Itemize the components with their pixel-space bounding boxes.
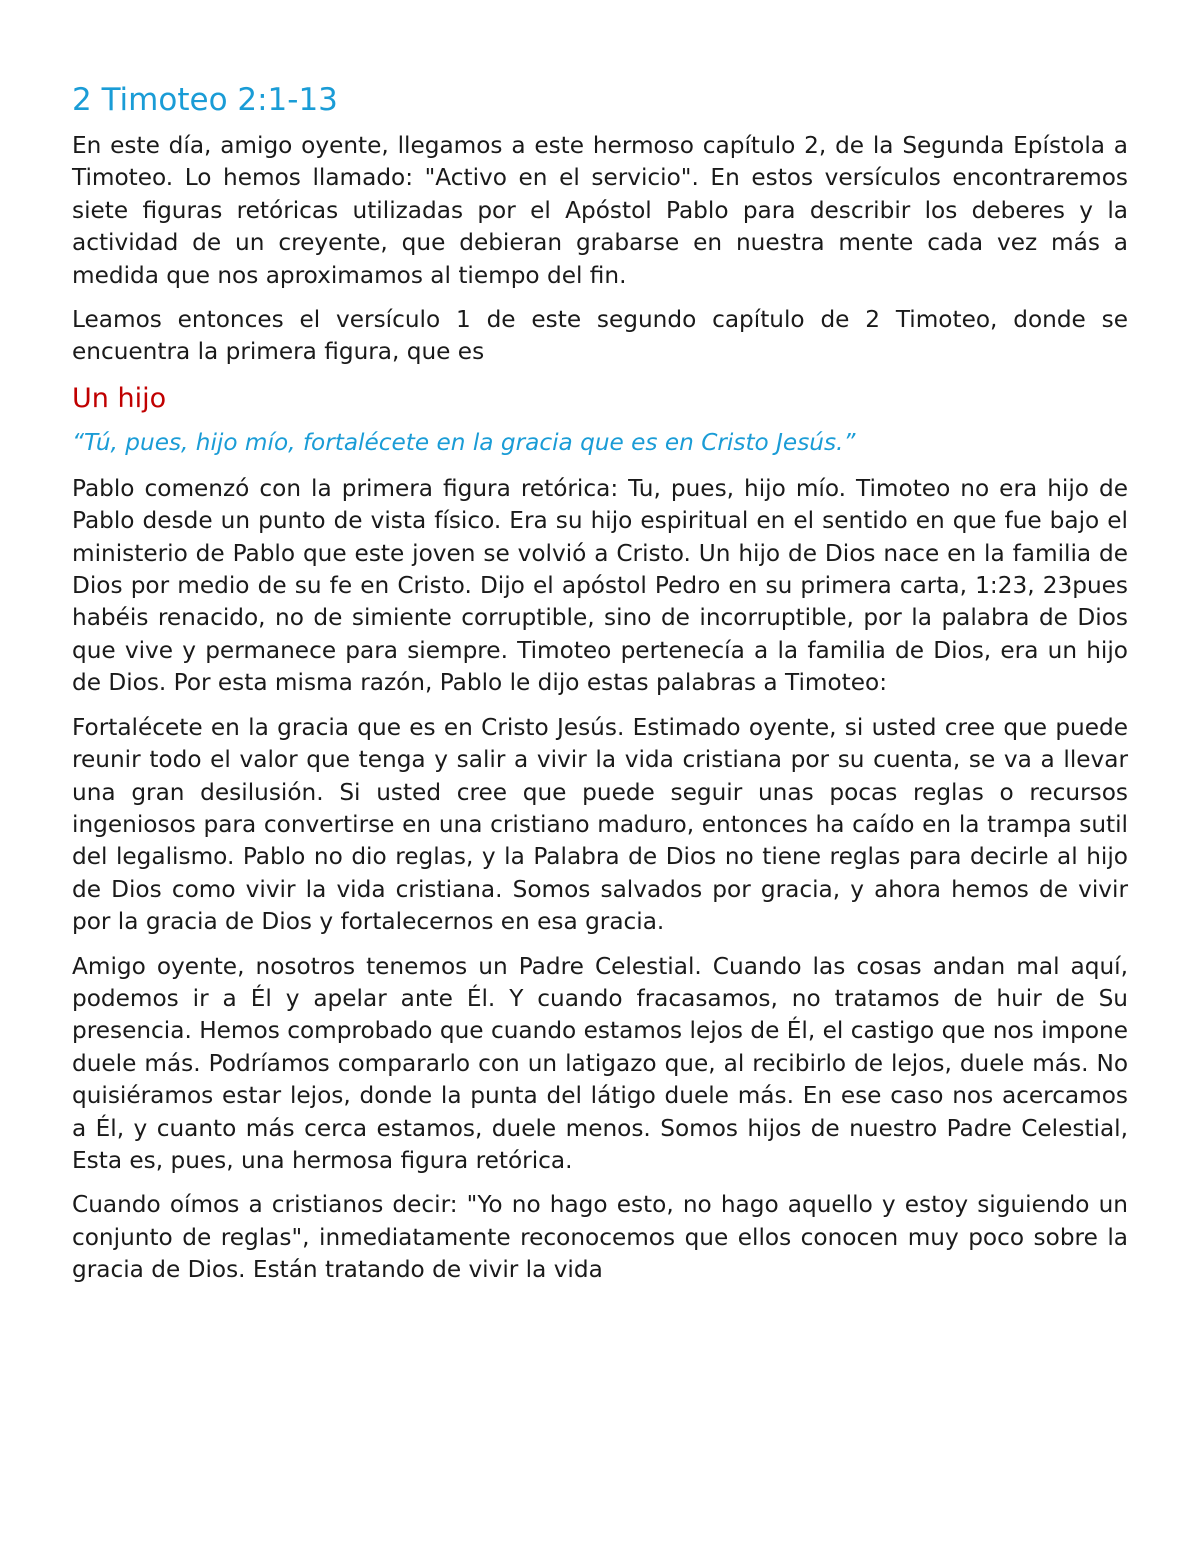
section-heading: Un hijo <box>72 382 167 414</box>
page-title: 2 Timoteo 2:1-13 <box>72 82 338 118</box>
intro-paragraph: Leamos entonces el versículo 1 de este segundo capítulo de 2 Timoteo, donde se encuentra la primera figura, que es <box>72 306 1128 366</box>
body-paragraph: Cuando oímos a cristianos decir: "Yo no hago esto, no hago aquello y estoy siguiendo un conjunto de reglas", inmediatamente reconocemos que ellos conocen muy poco sobre la gracia de Dios. Están tratando de vivir la vida <box>72 1191 1128 1284</box>
body-paragraph: Amigo oyente, nosotros tenemos un Padre Celestial. Cuando las cosas andan mal aquí, podemos ir a Él y apelar ante Él. Y cuando fracasamos, no tratamos de huir de Su presencia. Hemos comprobado que cuando estamos lejos de Él, el castigo que nos impone duele más. Podríamos compararlo con un latigazo que, al recibirlo de lejos, duele más. No quisiéramos estar lejos, donde la punta del látigo duele más. En ese caso nos acercamos a Él, y cuanto más cerca estamos, duele menos. Somos hijos de nuestro Padre Celestial, Esta es, pues, una hermosa figura retórica. <box>72 952 1128 1174</box>
intro-paragraph: En este día, amigo oyente, llegamos a este hermoso capítulo 2, de la Segunda Epístola a Timoteo. Lo hemos llamado: "Activo en el servicio". En estos versículos encontraremos siete figuras retóricas utilizadas por el Apóstol Pablo para describir los deberes y la actividad de un creyente, que debieran grabarse en nuestra mente cada vez más a medida que nos aproximamos al tiempo del fin. <box>72 132 1128 289</box>
body-paragraph: Pablo comenzó con la primera figura retórica: Tu, pues, hijo mío. Timoteo no era hijo de Pablo desde un punto de vista físico. Era su hijo espiritual en el sentido en que fue bajo el ministerio de Pablo que este joven se volvió a Cristo. Un hijo de Dios nace en la familia de Dios por medio de su fe en Cristo. Dijo el apóstol Pedro en su primera carta, 1:23, 23pues habéis renacido, no de simiente corruptible, sino de incorruptible, por la palabra de Dios que vive y permanece para siempre. Timoteo pertenecía a la familia de Dios, era un hijo de Dios. Por esta misma razón, Pablo le dijo estas palabras a Timoteo: <box>72 474 1128 697</box>
verse-quote: “Tú, pues, hijo mío, fortalécete en la gracia que es en Cristo Jesús.” <box>72 428 856 456</box>
document-page <box>72 80 1128 1299</box>
body-paragraph: Fortalécete en la gracia que es en Cristo Jesús. Estimado oyente, si usted cree que puede reunir todo el valor que tenga y salir a vivir la vida cristiana por su cuenta, se va a llevar una gran desilusión. Si usted cree que puede seguir unas pocas reglas o recursos ingeniosos para convertirse en una cristiano maduro, entonces ha caído en la trampa sutil del legalismo. Pablo no dio reglas, y la Palabra de Dios no tiene reglas para decirle al hijo de Dios como vivir la vida cristiana. Somos salvados por gracia, y ahora hemos de vivir por la gracia de Dios y fortalecernos en esa gracia. <box>72 713 1128 936</box>
